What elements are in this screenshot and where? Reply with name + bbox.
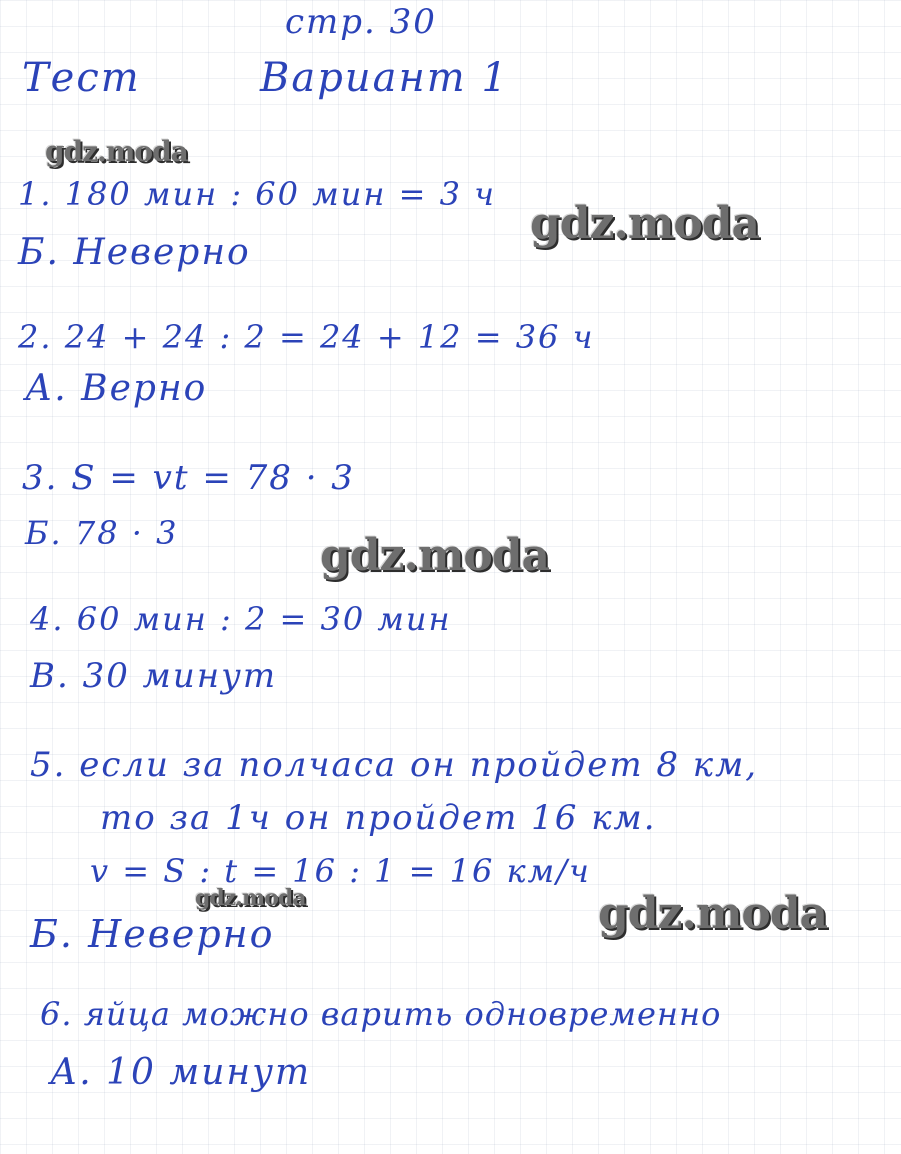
question-5-answer: Б. Неверно	[30, 912, 275, 956]
question-4-work: 4. 60 мин : 2 = 30 мин	[30, 600, 452, 638]
question-5-line-1: 5. если за полчаса он пройдет 8 км,	[30, 745, 759, 785]
watermark-logo: gdz.moda	[45, 135, 188, 168]
watermark-logo: gdz.moda	[320, 530, 550, 581]
question-4-answer: В. 30 минут	[30, 656, 278, 696]
test-title: Тест	[22, 55, 141, 101]
question-6-work: 6. яйца можно варить одновременно	[40, 995, 722, 1033]
question-5-line-3: v = S : t = 16 : 1 = 16 км/ч	[90, 852, 591, 890]
watermark-logo: gdz.moda	[195, 885, 306, 911]
question-2-work: 2. 24 + 24 : 2 = 24 + 12 = 36 ч	[18, 318, 595, 356]
variant-title: Вариант 1	[260, 55, 509, 101]
watermark-logo: gdz.moda	[598, 888, 828, 939]
page-number-header: стр. 30	[285, 2, 437, 42]
question-6-answer: А. 10 минут	[50, 1052, 312, 1093]
question-2-answer: А. Верно	[25, 368, 208, 409]
question-1-answer: Б. Неверно	[18, 232, 251, 273]
question-1-work: 1. 180 мин : 60 мин = 3 ч	[18, 175, 496, 213]
question-3-work: 3. S = vt = 78 · 3	[22, 458, 355, 498]
watermark-logo: gdz.moda	[530, 198, 760, 249]
question-5-line-2: то за 1ч он пройдет 16 км.	[100, 798, 657, 838]
question-3-answer: Б. 78 · 3	[25, 514, 179, 552]
